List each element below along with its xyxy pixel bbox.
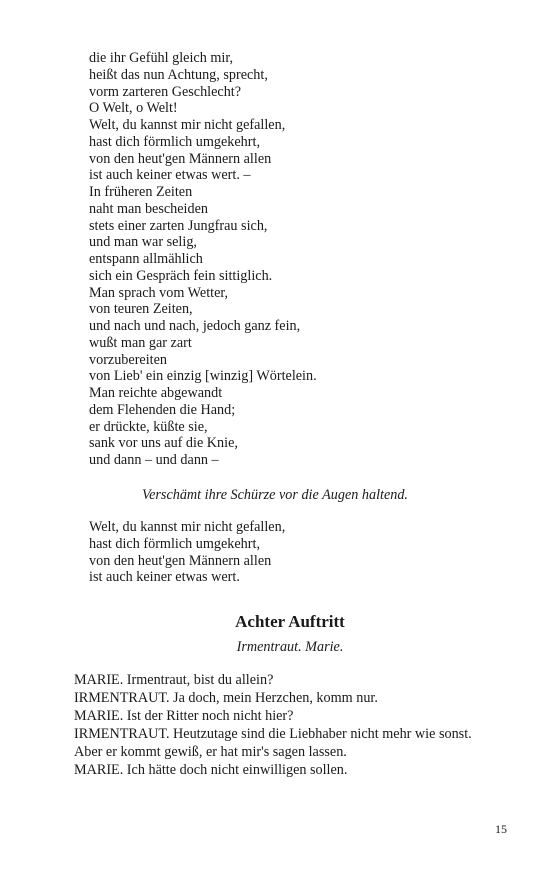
verse-line: sich ein Gespräch fein sittiglich. — [89, 267, 273, 284]
dialogue-line: IRMENTRAUT. Heutzutage sind die Liebhaber nicht mehr wie sonst. — [74, 726, 472, 742]
scene-heading: Achter Auftritt — [235, 612, 345, 631]
verse-line: vorm zarteren Geschlecht? — [89, 83, 242, 100]
verse-line: und nach und nach, jedoch ganz fein, — [89, 318, 301, 334]
verse-line: Man sprach vom Wetter, — [89, 284, 229, 301]
verse-line: naht man bescheiden — [89, 200, 208, 217]
scene-cast: Irmentraut. Marie. — [236, 639, 344, 655]
verse-line: hast dich förmlich umgekehrt, — [89, 535, 260, 552]
stage-direction: Verschämt ihre Schürze vor die Augen haltend. — [142, 487, 408, 503]
verse-line: ist auch keiner etwas wert. – — [89, 167, 251, 184]
verse-line: die ihr Gefühl gleich mir, — [89, 50, 234, 66]
verse-line: vorzubereiten — [89, 351, 167, 368]
dialogue-line: Aber er kommt gewiß, er hat mir's sagen lassen. — [74, 744, 347, 760]
dialogue-line: MARIE. Ich hätte doch nicht einwilligen sollen. — [74, 762, 348, 778]
page-number: 15 — [495, 822, 507, 836]
verse-line: Man reichte abgewandt — [89, 385, 223, 401]
verse-line: Welt, du kannst mir nicht gefallen, — [89, 117, 286, 133]
verse-line: und man war selig, — [89, 234, 197, 251]
dialogue-line: MARIE. Irmentraut, bist du allein? — [74, 672, 274, 688]
verse-line: von den heut'gen Männern allen — [89, 150, 272, 167]
verse-line: er drückte, küßte sie, — [89, 418, 208, 435]
verse-line: entspann allmählich — [89, 251, 203, 267]
dialogue-line: IRMENTRAUT. Ja doch, mein Herzchen, komm nur. — [74, 690, 378, 706]
verse-line: sank vor uns auf die Knie, — [89, 435, 238, 452]
verse-line: von Lieb' ein einzig [winzig] Wörtelein. — [89, 368, 317, 385]
verse-line: heißt das nun Achtung, sprecht, — [89, 66, 268, 83]
verse-line: ist auch keiner etwas wert. — [89, 569, 240, 586]
verse-line: hast dich förmlich umgekehrt, — [89, 133, 260, 150]
verse-line: O Welt, o Welt! — [89, 100, 178, 117]
verse-line: stets einer zarten Jungfrau sich, — [89, 217, 268, 234]
dialogue-block — [74, 671, 472, 779]
verse-line: In früheren Zeiten — [89, 184, 193, 200]
verse-line: dem Flehenden die Hand; — [89, 401, 236, 418]
verse-line: von teuren Zeiten, — [89, 301, 193, 318]
song-refrain — [89, 519, 285, 586]
dialogue-line: MARIE. Ist der Ritter noch nicht hier? — [74, 708, 294, 724]
verse-line: und dann – und dann – — [89, 452, 219, 468]
verse-line: von den heut'gen Männern allen — [89, 552, 272, 569]
song-verse — [89, 50, 317, 469]
verse-line: wußt man gar zart — [89, 334, 192, 351]
verse-line: Welt, du kannst mir nicht gefallen, — [89, 519, 286, 535]
